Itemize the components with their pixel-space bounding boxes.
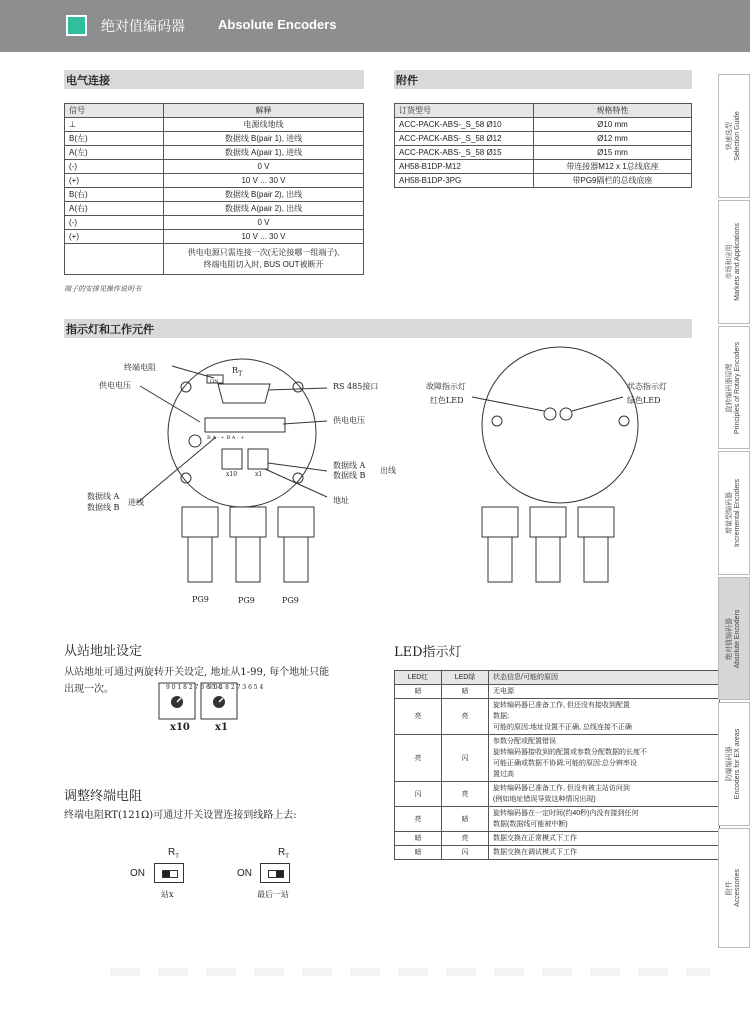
label-fault-led-2: 红色LED [430, 396, 464, 405]
signal-cell: (+) [65, 174, 164, 188]
status-cell: 数据交换在正常模式下工作 [489, 832, 720, 846]
sidebar-tab-label: 增量型编码器 Incremental Encoders [726, 478, 741, 548]
table-row [395, 782, 720, 807]
label-fault-led-1: 故障指示灯 [426, 382, 466, 391]
section-indicators [64, 319, 692, 338]
label-pg9: PG9 [282, 596, 299, 605]
status-cell: 旋转编码器已准备工作, 但没有被主站访问到 (例如地址错误导致这种情况出现) [489, 782, 720, 807]
table-row [395, 132, 692, 146]
switch-right-caption: 最后一站 [257, 890, 289, 899]
section-accessories-title: 附件 [396, 74, 418, 87]
table-row [65, 174, 364, 188]
label-switch-on: ON [210, 379, 219, 385]
label-supply-right: 供电电压 [333, 416, 365, 425]
col-header-signal: 信号 [65, 104, 164, 118]
switch-right-rt: $R_T$ [278, 847, 289, 860]
led-table [394, 670, 720, 860]
order-cell: ACC-PACK-ABS-_S_58 Ø12 [395, 132, 534, 146]
section-indicators-title: 指示灯和工作元件 [66, 323, 154, 336]
col-header-status: 状态信息/可能的原因 [489, 671, 720, 685]
sidebar-tab[interactable] [718, 200, 750, 324]
status-cell: 参数分配或配置错误 旋转编码器接收到的配置或参数分配数据的长度不 可能正确或数据不协调;可能的原因:总分辨率设 置过高 [489, 735, 720, 782]
label-out: 出线 [380, 466, 396, 475]
switch-left-rt: $R_T$ [168, 847, 179, 860]
signal-cell: ⊥ [65, 118, 164, 132]
signal-cell: B(左) [65, 132, 164, 146]
sidebar-tab[interactable] [718, 74, 750, 198]
order-cell: ACC-PACK-ABS-_S_58 Ø15 [395, 146, 534, 160]
col-header-led-green: LED绿 [442, 671, 489, 685]
led-red-cell: 亮 [395, 735, 442, 782]
slave-address-title: 从站地址设定 [64, 644, 143, 659]
dial-x1-label: x1 [215, 722, 228, 733]
explain-cell: 数据线 B(pair 2), 出线 [164, 188, 364, 202]
termination-switch-last[interactable] [260, 863, 290, 883]
table-row [395, 118, 692, 132]
table-row [395, 146, 692, 160]
table-row [395, 699, 720, 735]
sidebar-tab-label: 附件 Accessories [726, 869, 741, 907]
led-green-cell: 亮 [442, 832, 489, 846]
status-cell: 旋转编码器已准备工作, 但还没有接收到配置 数据; 可能的原因:地址设置不正确, 总线连接不正确 [489, 699, 720, 735]
signal-cell: (-) [65, 160, 164, 174]
termination-switch-station[interactable] [154, 863, 184, 883]
label-address: 地址 [333, 496, 349, 505]
explain-cell: 数据线 B(pair 1), 进线 [164, 132, 364, 146]
explain-cell: 0 V [164, 216, 364, 230]
switch-left-caption: 站x [161, 890, 174, 899]
slave-text-line-1: 从站地址可通过两旋转开关设定, 地址从1-99, 每个地址只能 [64, 667, 330, 678]
explain-cell: 数据线 A(pair 2), 出线 [164, 202, 364, 216]
section-accessories [394, 70, 692, 89]
sidebar-tab[interactable] [718, 702, 750, 826]
sidebar-tab-label: 快速选型 Selection Guide [726, 111, 741, 161]
led-green-cell: 闪 [442, 846, 489, 860]
table-row [65, 202, 364, 216]
dial-x10-label: x10 [170, 722, 190, 733]
status-cell: 旋转编码器在一定时间(约40秒)内没有接到任何 数据(数据线可能被中断) [489, 807, 720, 832]
explain-cell: 10 V ... 30 V [164, 174, 364, 188]
table-row [395, 174, 692, 188]
sidebar-tab[interactable] [718, 326, 750, 449]
label-data-b-left: 数据线 B [87, 503, 120, 512]
table-row [395, 160, 692, 174]
page-header [0, 0, 750, 52]
table-row [395, 685, 720, 699]
spec-cell: 带PG9隔栏的总线底座 [534, 174, 692, 188]
header-title-en: Absolute Encoders [218, 17, 337, 32]
table-row [65, 146, 364, 160]
explain-cell: 10 V ... 30 V [164, 230, 364, 244]
table-row [65, 244, 364, 275]
section-electrical-title: 电气连接 [66, 74, 110, 87]
signal-cell: (+) [65, 230, 164, 244]
termination-title: 调整终端电阻 [64, 789, 143, 804]
label-data-a-right: 数据线 A [333, 461, 366, 470]
spec-cell: Ø12 mm [534, 132, 692, 146]
table-row [395, 807, 720, 832]
led-red-cell: 暗 [395, 846, 442, 860]
led-green-cell: 闪 [442, 735, 489, 782]
sidebar-tab-label: 防爆编码器 Encoders for EX areas [726, 728, 741, 800]
table-row [395, 832, 720, 846]
col-header-led-red: LED红 [395, 671, 442, 685]
led-title: LED指示灯 [394, 645, 462, 660]
explain-cell: 0 V [164, 160, 364, 174]
accessories-table [394, 103, 692, 188]
signal-cell: A(右) [65, 202, 164, 216]
label-terminals: B A - + B A - + [207, 435, 245, 441]
table-row [395, 846, 720, 860]
led-green-cell: 暗 [442, 685, 489, 699]
table-row [65, 188, 364, 202]
status-cell: 数据交换在调试模式下工作 [489, 846, 720, 860]
sidebar-tab-label: 绝对值编码器 Absolute Encoders [726, 609, 741, 668]
footer-fade [110, 968, 710, 976]
status-cell: 无电源 [489, 685, 720, 699]
label-supply-left: 供电电压 [99, 381, 131, 390]
led-green-cell: 亮 [442, 782, 489, 807]
label-status-led-1: 状态指示灯 [627, 382, 667, 391]
slave-text-line-2: 出现一次。 [64, 684, 114, 695]
col-header-spec: 规格特性 [534, 104, 692, 118]
label-rt: $R_T$ [232, 366, 243, 378]
electrical-footnote: 端子的安排见操作说明书 [64, 285, 141, 293]
spec-cell: Ø10 mm [534, 118, 692, 132]
termination-text: 终端电阻RT(121Ω)可通过开关设置连接到线路上去: [64, 810, 297, 821]
spec-cell: 带连接器M12 x 1总线底座 [534, 160, 692, 174]
table-header-row [395, 104, 692, 118]
label-pg9: PG9 [192, 595, 209, 604]
label-term-resistor: 终端电阻 [124, 363, 156, 372]
col-header-explain: 解释 [164, 104, 364, 118]
table-header-row [65, 104, 364, 118]
table-row [65, 160, 364, 174]
led-red-cell: 亮 [395, 807, 442, 832]
table-row [65, 230, 364, 244]
dial-digits-x10: 9 0 1 8 2 7 3 6 5 4 [166, 684, 222, 691]
label-data-a-left: 数据线 A [87, 492, 120, 501]
label-dial-x10: x10 [226, 471, 238, 478]
signal-cell: A(左) [65, 146, 164, 160]
note-cell: 供电电源只需连接一次(无论接哪一组端子), 终端电阻切入时, BUS OUT被断开 [164, 244, 364, 275]
table-row [395, 735, 720, 782]
label-status-led-2: 绿色LED [627, 396, 661, 405]
sidebar-tab-label: 旋转编码器原理 Principles of Rotary Encoders [726, 341, 741, 434]
logo-square-icon [66, 15, 87, 36]
rs485-connector-icon [218, 384, 270, 403]
label-data-b-right: 数据线 B [333, 471, 366, 480]
table-header-row [395, 671, 720, 685]
section-electrical [64, 70, 364, 89]
explain-cell: 数据线 A(pair 1), 进线 [164, 146, 364, 160]
led-red-cell: 暗 [395, 832, 442, 846]
label-pg9: PG9 [238, 596, 255, 605]
led-green-cell: 亮 [442, 699, 489, 735]
signal-cell: (-) [65, 216, 164, 230]
led-red-cell: 闪 [395, 782, 442, 807]
spec-cell: Ø15 mm [534, 146, 692, 160]
dial-digits-x1: 9 0 1 8 2 7 3 6 5 4 [208, 684, 264, 691]
order-cell: ACC-PACK-ABS-_S_58 Ø10 [395, 118, 534, 132]
led-red-cell: 亮 [395, 699, 442, 735]
signal-cell [65, 244, 164, 275]
switch-right-on: ON [237, 868, 252, 879]
table-row [65, 216, 364, 230]
sidebar-tab[interactable] [718, 577, 750, 700]
table-row [65, 132, 364, 146]
order-cell: AH58-B1DP-M12 [395, 160, 534, 174]
header-title-cn: 绝对值编码器 [101, 19, 185, 35]
sidebar-tab[interactable] [718, 828, 750, 948]
led-green-cell: 暗 [442, 807, 489, 832]
label-in: 进线 [128, 498, 144, 507]
electrical-table [64, 103, 364, 275]
switch-left-on: ON [130, 868, 145, 879]
table-row [65, 118, 364, 132]
encoder-right-body [482, 347, 638, 503]
label-rs485: RS 485接口 [333, 382, 379, 391]
led-red-cell: 暗 [395, 685, 442, 699]
signal-cell: B(右) [65, 188, 164, 202]
col-header-order: 订货型号 [395, 104, 534, 118]
explain-cell: 电源线地线 [164, 118, 364, 132]
sidebar-tab-label: 市场和应用 Markets and Applications [726, 223, 741, 301]
label-dial-x1: x1 [255, 471, 263, 478]
sidebar-tab[interactable] [718, 451, 750, 575]
order-cell: AH58-B1DP-3PG [395, 174, 534, 188]
